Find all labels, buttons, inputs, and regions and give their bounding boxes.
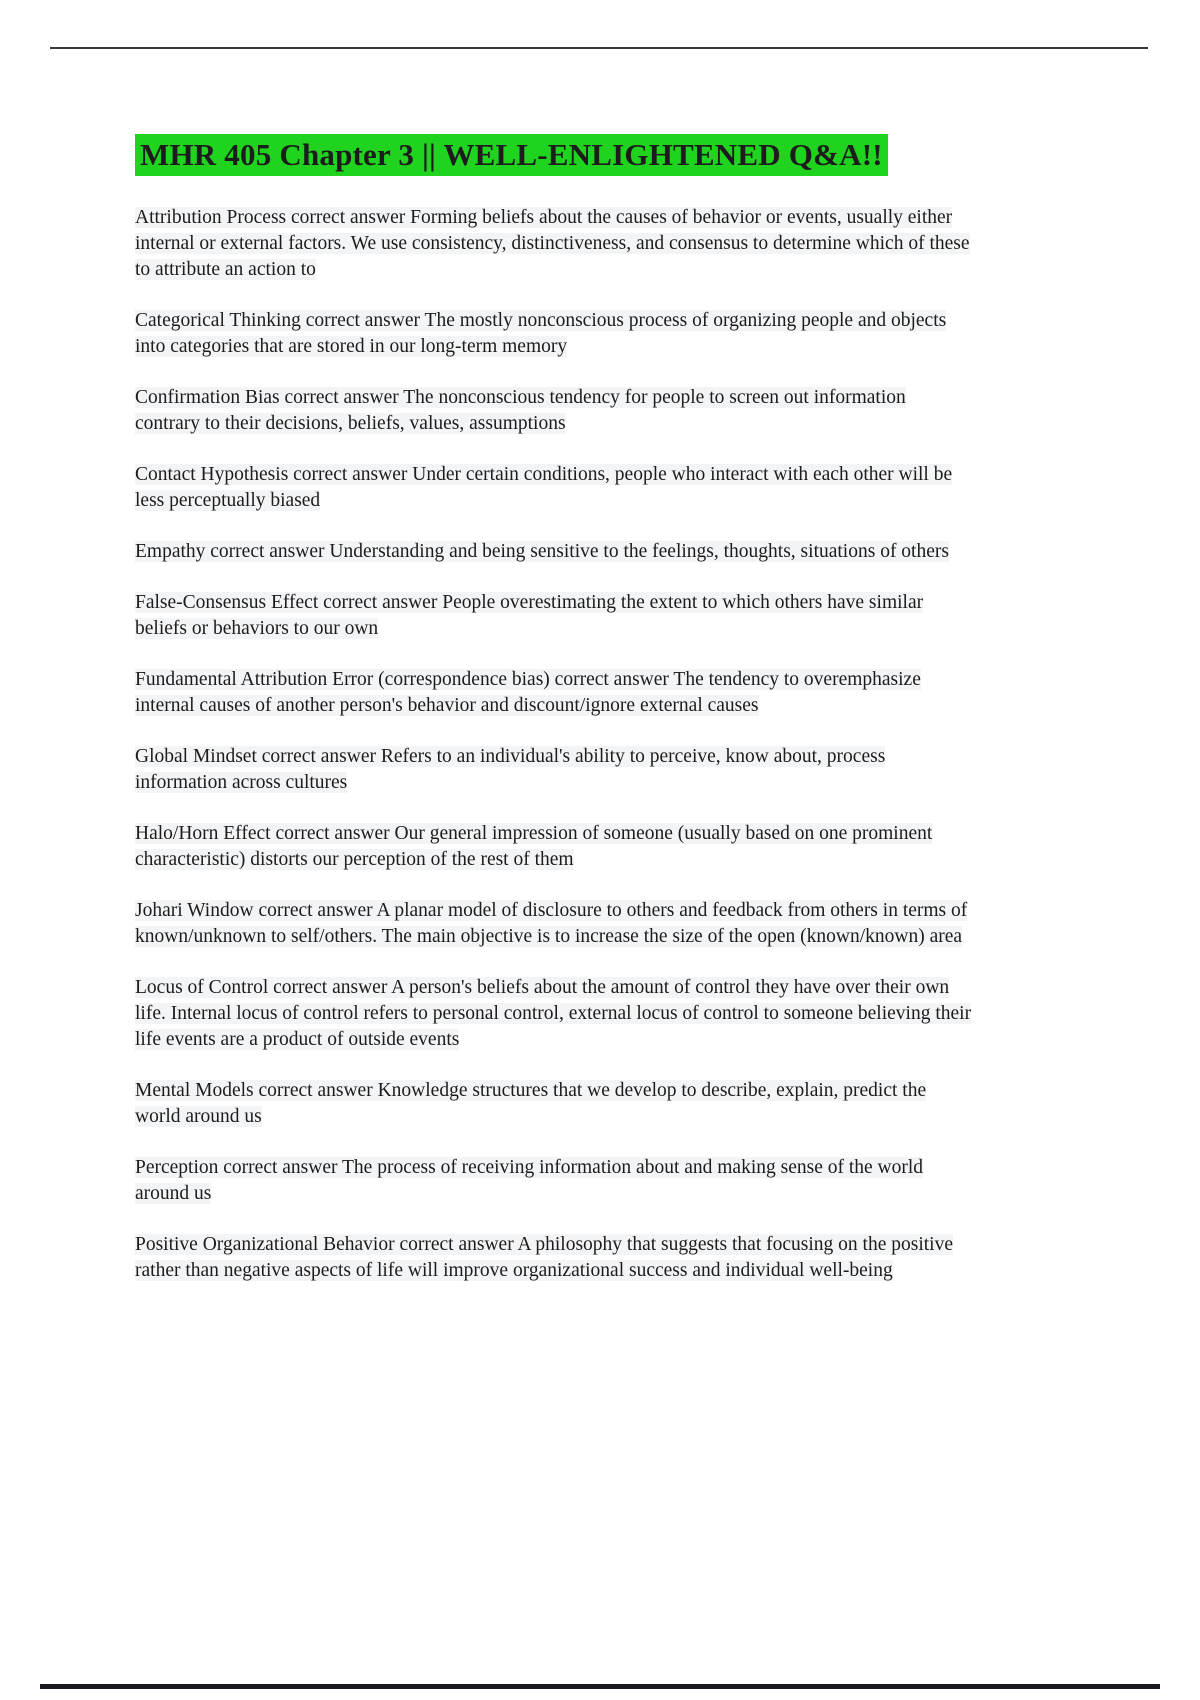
qa-definition: Forming beliefs about the causes of behavior or events, usually either internal or external factors. We use consistency, distinctiveness, and consensus to determine which of these to attribute an action to bbox=[135, 206, 970, 280]
bottom-rule bbox=[40, 1684, 1160, 1689]
qa-term: Global Mindset bbox=[135, 745, 257, 767]
qa-term: Halo/Horn Effect bbox=[135, 822, 271, 844]
qa-connector: correct answer bbox=[279, 386, 404, 408]
qa-connector: correct answer bbox=[286, 206, 411, 228]
qa-connector: correct answer bbox=[288, 463, 413, 485]
qa-connector: correct answer bbox=[549, 668, 674, 690]
qa-paragraph bbox=[135, 744, 973, 796]
qa-paragraph bbox=[135, 821, 973, 873]
qa-connector: correct answer bbox=[394, 1233, 518, 1255]
qa-paragraph bbox=[135, 539, 973, 565]
qa-term: Locus of Control bbox=[135, 976, 269, 998]
qa-definition: The process of receiving information about and making sense of the world around us bbox=[135, 1156, 924, 1204]
qa-connector: correct answer bbox=[318, 591, 443, 613]
qa-connector: correct answer bbox=[300, 309, 425, 331]
qa-term: Positive Organizational Behavior bbox=[135, 1233, 395, 1255]
qa-definition: A planar model of disclosure to others and feedback from others in terms of known/unknown to self/others. The main objective is to increase the size of the open (known/known) area bbox=[135, 899, 968, 947]
qa-paragraph bbox=[135, 308, 973, 360]
qa-term: Confirmation Bias bbox=[135, 386, 280, 408]
page-title-highlight: MHR 405 Chapter 3 || WELL-ENLIGHTENED Q&A!! bbox=[135, 134, 888, 176]
qa-list bbox=[135, 205, 973, 1284]
qa-paragraph bbox=[135, 1232, 973, 1284]
qa-paragraph bbox=[135, 1078, 973, 1130]
qa-connector: correct answer bbox=[253, 899, 377, 921]
qa-term: Mental Models bbox=[135, 1079, 254, 1101]
qa-connector: correct answer bbox=[218, 1156, 343, 1178]
qa-definition: Knowledge structures that we develop to describe, explain, predict the world around us bbox=[135, 1079, 927, 1127]
page-title bbox=[135, 136, 973, 175]
qa-connector: correct answer bbox=[256, 745, 381, 767]
qa-term: Contact Hypothesis bbox=[135, 463, 289, 485]
qa-term: Johari Window bbox=[135, 899, 254, 921]
qa-paragraph bbox=[135, 385, 973, 437]
qa-paragraph bbox=[135, 462, 973, 514]
qa-definition: Understanding and being sensitive to the feelings, thoughts, situations of others bbox=[329, 540, 949, 562]
document-content bbox=[135, 136, 973, 1309]
qa-definition: Refers to an individual's ability to perceive, know about, process information across cultures bbox=[135, 745, 886, 793]
qa-paragraph bbox=[135, 1155, 973, 1207]
qa-connector: correct answer bbox=[253, 1079, 378, 1101]
qa-paragraph bbox=[135, 590, 973, 642]
qa-connector: correct answer bbox=[268, 976, 392, 998]
qa-term: Empathy bbox=[135, 540, 206, 562]
top-rule bbox=[50, 47, 1148, 49]
qa-definition: Under certain conditions, people who interact with each other will be less perceptually biased bbox=[135, 463, 953, 511]
qa-paragraph bbox=[135, 975, 973, 1053]
qa-paragraph bbox=[135, 898, 973, 950]
qa-definition: A philosophy that suggests that focusing on the positive rather than negative aspects of life will improve organizational success and individual well-being bbox=[135, 1233, 953, 1281]
qa-definition: The tendency to overemphasize internal causes of another person's behavior and discount/ignore external causes bbox=[135, 668, 921, 716]
qa-paragraph bbox=[135, 205, 973, 283]
qa-connector: correct answer bbox=[270, 822, 395, 844]
qa-definition: Our general impression of someone (usually based on one prominent characteristic) distorts our perception of the rest of them bbox=[135, 822, 933, 870]
qa-term: False-Consensus Effect bbox=[135, 591, 319, 613]
qa-paragraph bbox=[135, 667, 973, 719]
qa-term: Fundamental Attribution Error (correspondence bias) bbox=[135, 668, 550, 690]
qa-definition: The mostly nonconscious process of organizing people and objects into categories that are stored in our long-term memory bbox=[135, 309, 947, 357]
qa-term: Attribution Process bbox=[135, 206, 287, 228]
qa-term: Perception bbox=[135, 1156, 219, 1178]
qa-definition: People overestimating the extent to which others have similar beliefs or behaviors to our own bbox=[135, 591, 924, 639]
qa-term: Categorical Thinking bbox=[135, 309, 301, 331]
qa-definition: The nonconscious tendency for people to screen out information contrary to their decisions, beliefs, values, assumptions bbox=[135, 386, 906, 434]
qa-connector: correct answer bbox=[205, 540, 330, 562]
qa-definition: A person's beliefs about the amount of control they have over their own life. Internal locus of control refers to personal control, external locus of control to someone believing their life events are a product of outside events bbox=[135, 976, 972, 1050]
